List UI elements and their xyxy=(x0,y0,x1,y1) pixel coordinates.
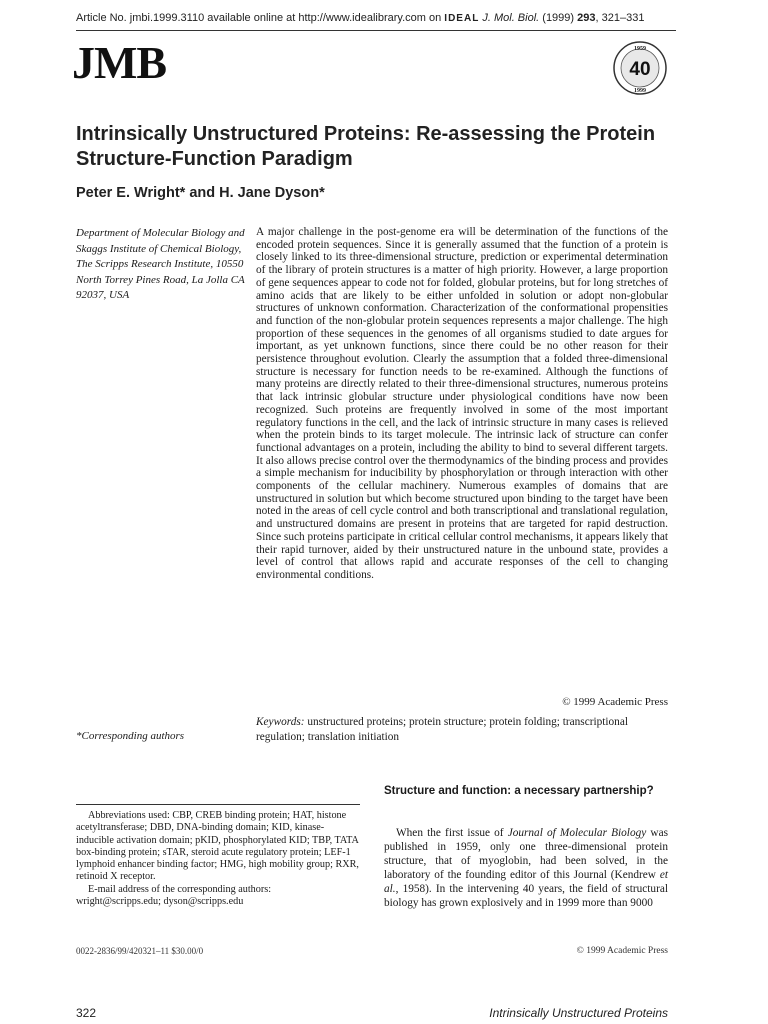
badge-top-year: 1959 xyxy=(634,46,646,52)
ideal-logo: IDEAL xyxy=(444,13,480,24)
article-title: Intrinsically Unstructured Proteins: Re-assessing the Protein Structure-Function Paradigm xyxy=(76,123,656,170)
issn-code: 0022-2836/99/420321–11 $30.00/0 xyxy=(76,946,204,956)
abstract: A major challenge in the post-genome era will be determination of the functions of the encoded protein sequences. Since it is generally assumed that the function of a protein is closely linked to its three-dimensional structure, prediction or experimental determination of the library of protein structures is a matter of high priority. However, a large proportion of gene sequences appear to code not for folded, globular proteins, but for long stretches of amino acids that are likely to be either unfolded in solution or adopt non-globular structures of unknown conformation. Characterization of the conformational propensities and function of the non-globular protein sequences represents a major challenge. The high proportion of these sequences in the genomes of all organisms studied to date argues for important, as yet unknown functions, since there could be no other reason for their persistence throughout evolution. Clearly the assumption that a folded three-dimensional structure is necessary for function needs to be re-examined. Although the functions of many proteins are directly related to their three-dimensional structures, numerous proteins that lack intrinsic globular structure under physiological conditions have now been recognized. Such proteins are frequently involved in some of the most important regulatory functions in the cell, and the lack of intrinsic structure in many cases is relieved when the protein binds to its target molecule. The intrinsic lack of structure can confer functional advantages on a protein, including the ability to bind to several different targets. It also allows precise control over the thermodynamics of the binding process and provides a simple mechanism for inducibility by phosphorylation or through interaction with other components of the cellular machinery. Numerous examples of domains that are unstructured in solution but which become structured upon binding to the target have been noted in the areas of cell cycle control and both transcriptional and translational regulation, and unstructured domains are present in proteins that are targeted for rapid destruction. Since such proteins participate in critical cellular control mechanisms, it appears likely that their rapid turnover, aided by their unstructured nature in the unbound state, provides a level of control that allows rapid and accurate responses of the cell to changing environmental conditions. xyxy=(256,226,668,581)
journal-pages: , 321–331 xyxy=(595,12,645,24)
author-affiliation: Department of Molecular Biology and Skaggs Institute of Chemical Biology, The Scripps Research Institute, 10550 North Torrey Pines Road, La Jolla CA 92037, USA xyxy=(76,227,245,302)
article-availability-line xyxy=(76,12,676,24)
section-heading: Structure and function: a necessary partnership? xyxy=(384,785,654,797)
footnote-emails: wright@scripps.edu; dyson@scripps.edu xyxy=(76,896,244,908)
header-rule xyxy=(76,30,676,31)
journal-logo: JMB xyxy=(72,37,167,88)
body-text-start: When the first issue of xyxy=(396,827,508,839)
footnote-email-label: E-mail address of the corresponding authors: xyxy=(88,883,272,895)
badge-bottom-year: 1999 xyxy=(634,88,646,94)
keywords-list: unstructured proteins; protein structure; protein folding; transcriptional regulation; translation initiation xyxy=(256,716,628,743)
badge-number: 40 xyxy=(629,59,651,80)
journal-year: (1999) xyxy=(542,12,575,24)
body-text-middle: was published in 1959, only one three-dimensional protein structure, that of myoglobin, had been solved, in the laboratory of the founding editor of this Journal (Kendrew xyxy=(384,827,668,882)
anniversary-badge-icon xyxy=(612,40,668,96)
page-number: 322 xyxy=(76,1006,97,1020)
corresponding-authors-note: *Corresponding authors xyxy=(76,730,185,742)
running-title: Intrinsically Unstructured Proteins xyxy=(489,1006,668,1020)
section-body-text xyxy=(384,826,668,911)
footnote-abbreviations: Abbreviations used: CBP, CREB binding protein; HAT, histone acetyltransferase; DBD, DNA-binding domain; KID, kinase-inducible activation domain; pKID, phosphorylated KID; TBP, TATA box-binding protein; sTAR, steroid acute regulatory protein; LEF-1 lymphoid enhancer binding factor; HMG, high mobility group; RXR, retinoid X receptor. xyxy=(76,810,359,883)
body-text-end: , 1958). In the intervening 40 years, the field of structural biology has grown explosively and in 1999 more than 9000 xyxy=(384,883,668,910)
footer-copyright: © 1999 Academic Press xyxy=(576,946,668,956)
journal-abbrev: J. Mol. Biol. xyxy=(482,12,540,24)
keywords xyxy=(256,715,668,745)
article-authors: Peter E. Wright* and H. Jane Dyson* xyxy=(76,185,325,201)
abstract-copyright: © 1999 Academic Press xyxy=(562,696,668,708)
footnote-rule xyxy=(76,804,360,805)
et-al: et al. xyxy=(384,869,668,896)
keywords-label: Keywords: xyxy=(256,716,305,728)
article-line-text: Article No. jmbi.1999.3110 available online at http://www.idealibrary.com on xyxy=(76,12,442,24)
footnote xyxy=(76,810,360,908)
journal-name: Journal of Molecular Biology xyxy=(507,827,647,839)
journal-volume: 293 xyxy=(577,12,596,24)
